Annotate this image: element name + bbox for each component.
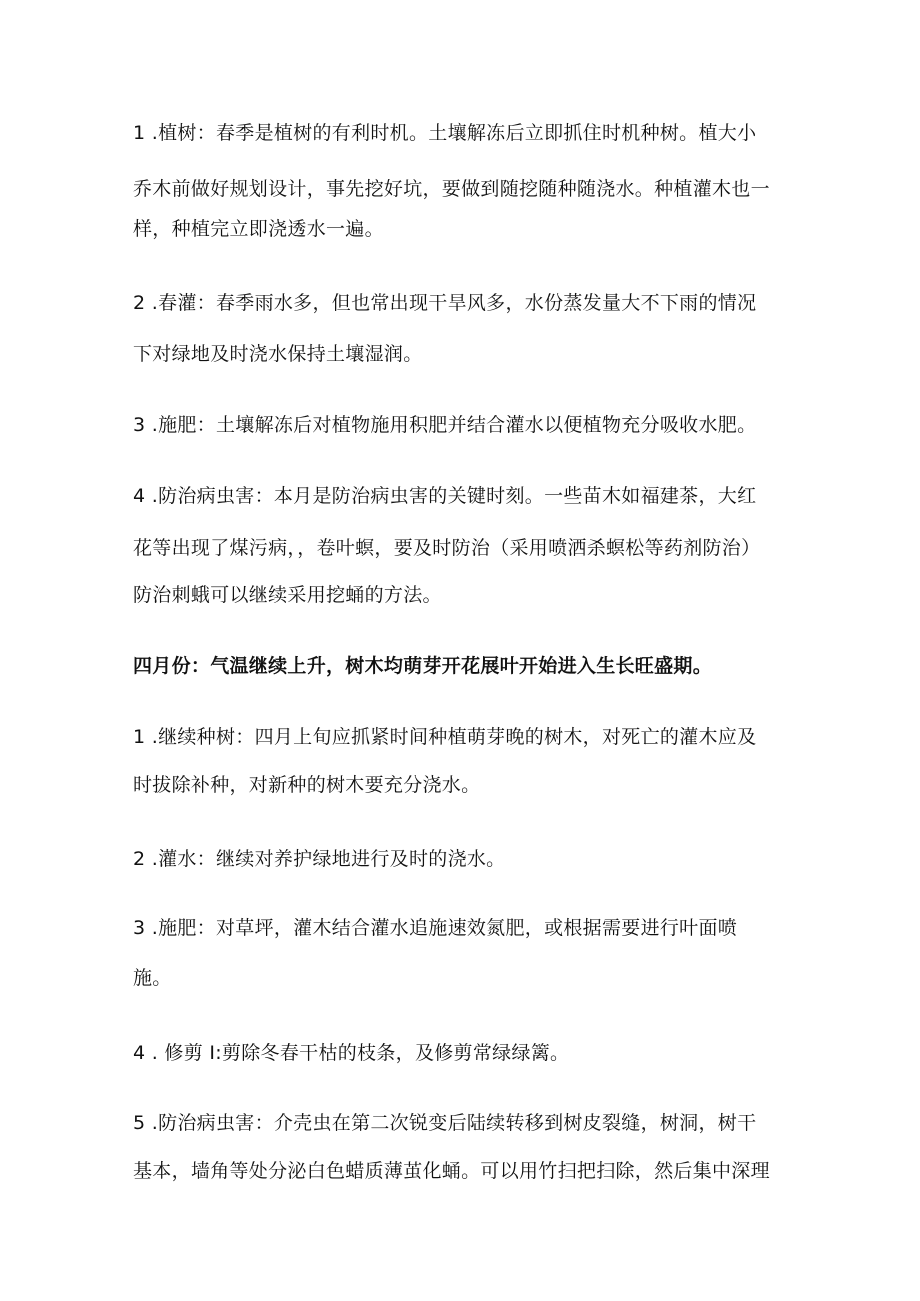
text-line: 1 .继续种树：四月上旬应抓紧时间种植萌芽晚的树木，对死亡的灌木应及 — [133, 726, 757, 748]
text-line: 花等出现了煤污病，，卷叶螟，要及时防治（采用喷洒杀螟松等药剂防治） — [133, 537, 761, 559]
text-line: 防治刺蛾可以继续采用挖蛹的方法。 — [133, 584, 442, 606]
text-line: 施。 — [133, 967, 172, 989]
text-line: 乔木前做好规划设计，事先挖好坑，要做到随挖随种随浇水。种植灌木也一 — [133, 178, 770, 200]
text-line: 基本，墙角等处分泌白色蜡质薄茧化蛹。可以用竹扫把扫除，然后集中深理 — [133, 1160, 770, 1182]
text-line: 2 .灌水：继续对养护绿地进行及时的浇水。 — [133, 848, 506, 870]
text-line: 3 .施肥：对草坪，灌木结合灌水追施速效氮肥，或根据需要进行叶面喷 — [133, 917, 738, 939]
section-heading: 四月份：气温继续上升，树木均萌芽开花展叶开始进入生长旺盛期。 — [133, 655, 713, 677]
text-line: 4 . 修剪 I:剪除冬春干枯的枝条，及修剪常绿绿篱。 — [133, 1042, 570, 1064]
text-line: 5 .防治病虫害：介壳虫在第二次锐变后陆续转移到树皮裂缝，树洞，树干 — [133, 1112, 757, 1134]
text-line: 时拔除补种，对新种的树木要充分浇水。 — [133, 774, 481, 796]
text-line: 4 .防治病虫害：本月是防治病虫害的关键时刻。一些苗木如福建茶，大红 — [133, 485, 757, 507]
text-line: 下对绿地及时浇水保持土壤湿润。 — [133, 343, 423, 365]
text-line: 3 .施肥：土壤解冻后对植物施用积肥并结合灌水以便植物充分吸收水肥。 — [133, 414, 757, 436]
text-line: 样，种植完立即浇透水一遍。 — [133, 218, 384, 240]
text-line: 1 .植树：春季是植树的有利时机。土壤解冻后立即抓住时机种树。植大小 — [133, 122, 757, 144]
text-line: 2 .春灌：春季雨水多，但也常出现干旱风多，水份蒸发量大不下雨的情况 — [133, 292, 757, 314]
